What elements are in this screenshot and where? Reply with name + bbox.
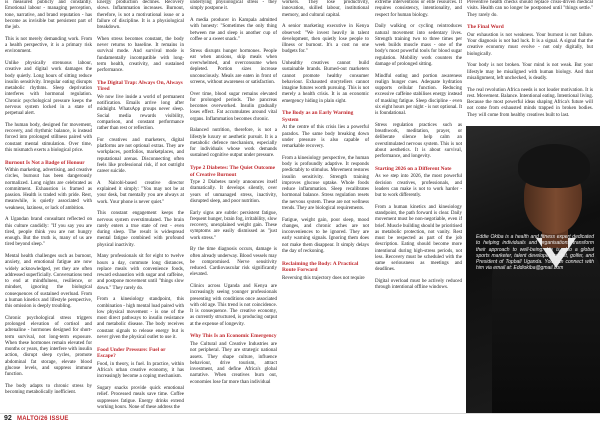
section-heading: Reclaiming the Body: A Practical Route Forward	[282, 260, 359, 274]
paragraph: Balanced nutrition, therefore, is not a lifestyle luxury or aesthetic pursuit. It is a metabolic defence mechanism, especially for individuals whose work demands sustained cognitive output under pressure.	[190, 128, 277, 159]
author-bio: Eddie Okiba is a health and fitness expert dedicated to helping individuals and organisations transform their approach to well-being. He is also a global sports marketer, talent developer, cyclist, golfer, and President of Topball Uganda. You can connect with him via email at: Eddiokiba@gmail.com	[476, 234, 594, 272]
paragraph: From a kinesiology perspective, the human body is profoundly adaptive. It responds predictably to stimulus. Movement restores insulin sensitivity. Strength training improves glucose uptake. Whole foods reduce inflammation. Sleep recalibrates hormonal balance. Stress regulation resets the nervous system. These are not wellness trends. They are biological requirements.	[282, 155, 369, 211]
section-heading: Type 2 Diabetes: The Quiet Outcome of Creative Burnout	[190, 165, 275, 178]
page-footer	[0, 413, 600, 425]
paragraph: When stress becomes constant, the body never returns to baseline. It remains in survival mode. And survival mode is fundamentally incompatible with long-term health, creativity, and sustained performance.	[97, 36, 184, 73]
paragraph: Daily walking or cycling reintroduces natural movement into sedentary lives. Strength training two to three times per week builds muscle mass - one of the body's most powerful tools for blood sugar regulation. Mobility work counters the damage of prolonged sitting.	[375, 24, 462, 67]
paragraph: A Nairobi-based creative director explained it simply: "You may not be at your desk, but mentally you are always at work. Your phone is never quiet."	[97, 180, 184, 205]
paragraph: Type 2 Diabetes rarely announces itself dramatically. It develops silently, over years of unmanaged stress, inactivity, disrupted sleep, and poor nutrition.	[190, 180, 277, 204]
paragraph: Mental health challenges such as burnout, anxiety, and emotional fatigue are now widely acknowledged, yet they are often addressed superficially. Conversations tend to end at mindfulness, resilience, or mindset, ignoring the biological consequences of sustained overload. From a human kinetics and lifestyle perspective, this omission is deeply troubling.	[5, 254, 92, 310]
section-heading: Food Under Pressure: Fuel or Escape?	[97, 346, 166, 360]
paragraph: underlying physiological stress - they simply postpone it.	[190, 0, 277, 12]
article-column-1	[5, 0, 92, 413]
paragraph: Sugary snacks provide quick emotional relief. Processed meals save time. Coffee suppresses fatigue. Energy drinks extend working hours. None of these address the	[97, 386, 184, 410]
paragraph: Early signs are subtle: persistent fatigue, frequent hunger, brain fog, irritability, slow recovery, unexplained weight gain. These symptoms are easily dismissed as "just work stress."	[190, 210, 277, 241]
paragraph: A senior marketing executive in Kenya observed: "We invest heavily in talent development, then quietly lose people to illness or burnout. It's a cost no one budgets for."	[282, 24, 369, 55]
article-column-3	[190, 0, 277, 413]
paragraph: Many professionals sit for eight to twelve hours a day, commute long distances, replace meals with convenience foods, reward exhaustion with sugar and caffeine, and postpone movement until "things slow down." They rarely do.	[97, 254, 184, 291]
paragraph: Within marketing, advertising, and creative circles, burnout has been dangerously normalized. Long nights are celebrated as commitment. Exhaustion is framed as passion. Health is traded with pride. Rest, meanwhile, is quietly associated with weakness, laziness, or lack of ambition.	[5, 168, 92, 211]
paragraph: extreme interventions or elite resources. It requires consistency, intentionality, and respect for human biology.	[375, 0, 462, 18]
paragraph: Energy production declines. Recovery slows. Inflammation increases. Burnout, therefore, is not a motivational issue or a failure of discipline. It is a physiological breakdown.	[97, 0, 184, 30]
paragraph: The Cultural and Creative Industries are not peripheral. They are strategic national assets. They shape culture, influence behaviour, drive tourism, attract investment, and define Africa's global narrative. When creatives burn out, economies lose far more than individual	[190, 342, 277, 385]
paragraph: By the time diagnosis occurs, damage is often already underway. Blood vessels may be compromised. Nerve sensitivity reduced. Cardiovascular risk significantly elevated.	[190, 247, 277, 278]
paragraph: Digital overload must be actively reduced through intentional offline windows.	[375, 279, 462, 291]
paragraph: The body adapts to chronic stress by becoming metabolically inefficient.	[5, 383, 92, 396]
paragraph: is measured publicly and constantly. Emotional labour - managing perception, tone, narrative, and brand reputation - has become as invisible but persistent part of the job.	[5, 0, 92, 30]
section-heading: Starting 2026 on a Different Note	[375, 165, 452, 172]
author-hair	[518, 144, 590, 188]
paragraph: workers. They lose productivity, innovation, skilled labour, institutional memory, and cultural capital.	[282, 0, 369, 18]
paragraph: Food, in theory, is fuel. In practice, within Africa's urban creative economy, it has increasingly become a coping mechanism.	[97, 361, 184, 380]
article-column-5	[375, 0, 462, 413]
paragraph: We now live inside a world of permanent notification. Emails arrive long after midnight. WhatsApp groups never sleep. Social media rewards visibility, comparison, and constant performance rather than rest or reflection.	[97, 94, 184, 132]
paragraph: Fatigue, weight gain, poor sleep, mood changes, and chronic aches are not inconveniences to be ignored. They are early warning signals. Ignoring them does not make them disappear. It simply delays the day of reckoning.	[282, 217, 369, 254]
publication-issue: MALTO/26 ISSUE	[17, 415, 69, 422]
paragraph: Unhealthy creatives cannot build sustainable brands. Burned-out marketers cannot promote healthy consumer behaviour. Exhausted storytellers cannot imagine futures worth pursuing. This is not merely a health crisis. It is an economic emergency hiding in plain sight.	[282, 61, 369, 104]
paragraph: As we step into 2026, the most powerful decision creatives, professionals, and leaders can make is not to work harder - but to work differently.	[375, 174, 462, 199]
paragraph: This constant engagement keeps the nervous system overstimulated. The brain rarely enters a true state of rest - even during sleep. The result is widespread mental fatigue combined with profound physical inactivity.	[97, 211, 184, 248]
paragraph: Over time, blood sugar remains elevated for prolonged periods. The pancreas becomes overworked. Insulin gradually loses effect. Fat accumulates around vital organs. Inflammation becomes chronic.	[190, 91, 277, 122]
section-heading: The Digital Trap: Always On, Always Tired	[97, 79, 183, 93]
paragraph: Our exhaustion is not weakness. Your burnout is not failure. Your diagnosis is not bad luck. It is a signal. A signal that the creative economy must evolve - not only digitally, but biologically.	[467, 32, 593, 57]
article-column-2	[97, 0, 184, 413]
paragraph: This is not merely demanding work. From a health perspective, it is a primary risk environment.	[5, 36, 92, 55]
paragraph: The real revolution Africa needs is not louder motivation. It is rest. Movement. Balance. Intentional eating. Intentional living. Because the most powerful ideas shaping Africa's future will not come from exhausted minds trapped in broken bodies. They will come from healthy creatives built to last.	[467, 87, 593, 118]
paragraph: Mindful eating and portion awareness realign hunger cues. Adequate hydration supports cellular function. Reducing excessive caffeine stabilises energy instead of masking fatigue. Sleep discipline - even six eight hours per night - is not optional. It is foundational.	[375, 73, 462, 116]
paragraph: Preventive health checks should replace crisis-driven medical visits. Health can no longer be postponed until "things settle." They rarely do.	[467, 0, 593, 18]
page-number: 92	[4, 415, 12, 422]
paragraph: From a kinesiology standpoint, this combination - high mental load paired with low physical movement - is one of the most direct pathways to insulin resistance and metabolic disease. The body receives constant signals to release energy but is never given the physical outlet to use it.	[97, 297, 184, 340]
article-column-4	[282, 0, 369, 413]
paragraph: A Ugandan brand consultant reflected on this culture candidly: "If you say you are tired, people think you are not hungry enough. But the truth is, many of us are tired beyond sleep."	[5, 217, 92, 248]
paragraph: Unlike physically strenuous labour, creative and digital work damages the body quietly. Long hours of sitting reduce insulin sensitivity. Irregular eating disrupts metabolic rhythms. Sleep deprivation interferes with hormonal regulation. Chronic psychological pressure keeps the nervous system locked in a state of perpetual alert.	[5, 61, 92, 116]
paragraph: At the centre of this crisis lies a powerful paradox. The same body breaking down under pressure is also capable of remarkable recovery.	[282, 125, 369, 150]
paragraph: A media producer in Kampala admitted with honesty: "Sometimes the only thing between me and sleep is another cup of coffee or a sweet snack."	[190, 18, 277, 42]
section-heading: Why This Is an Economic Emergency	[190, 333, 277, 340]
paragraph: Reversing this trajectory does not require	[282, 275, 365, 281]
paragraph: The human body, designed for movement, recovery, and rhythmic balance, is instead forced into prolonged stillness paired with constant mental stimulation. Over time, this mismatch exerts a biological price.	[5, 122, 92, 153]
paragraph: For creatives and marketers, digital platforms are not optional extras. They are workplaces, portfolios, marketplaces, and reputational arenas. Disconnecting often feels like professional risk, if not outright career suicide.	[97, 137, 184, 175]
section-heading: The Final Word	[467, 24, 504, 31]
paragraph: From a human kinetics and kinesiology standpoint, the path forward is clear. Daily movement must be non-negotiable, even if brief. Muscle building should be prioritised as metabolic protection, not vanity. Rest must be respected as part of the job description. Eating should become more intentional during high-stress periods, not less. Recovery must be scheduled with the same seriousness as meetings and deadlines.	[375, 204, 462, 273]
paragraph: Chronic psychological stress triggers prolonged elevation of cortisol and adrenaline - hormones designed for short-term survival, not long-term exposure. When these hormones remain elevated for months or years, they interfere with insulin action, disrupt sleep cycles, promote abdominal fat storage, elevate blood glucose levels, and suppress immune function.	[5, 315, 92, 378]
section-heading: Burnout Is Not a Badge of Honour	[5, 159, 85, 166]
paragraph: Stress regulation practices such as breathwork, meditation, prayer, or deliberate silence help calm an overstimulated nervous system. This is not about aesthetics. It is about survival, performance, and longevity.	[375, 122, 462, 159]
paragraph: Clinics across Uganda and Kenya are increasingly seeing younger professionals presenting with conditions once associated with old age. This trend is not coincidence. It is consequence. The creative economy, as currently structured, is producing output at the expense of longevity.	[190, 284, 277, 327]
section-heading: The Body as an Early Warning System	[282, 110, 354, 123]
paragraph: Your body is not broken. Your mind is not weak. But your lifestyle may be misaligned with human biology. And that misalignment, left unchecked, is deadly.	[467, 63, 593, 81]
paragraph: Stress disrupts hunger hormones. People eat when anxious, skip meals when overwhelmed, and overconsume when depleted. Portion sizes increase unconsciously. Meals are eaten in front of screens, without awareness or satisfaction.	[190, 48, 277, 85]
